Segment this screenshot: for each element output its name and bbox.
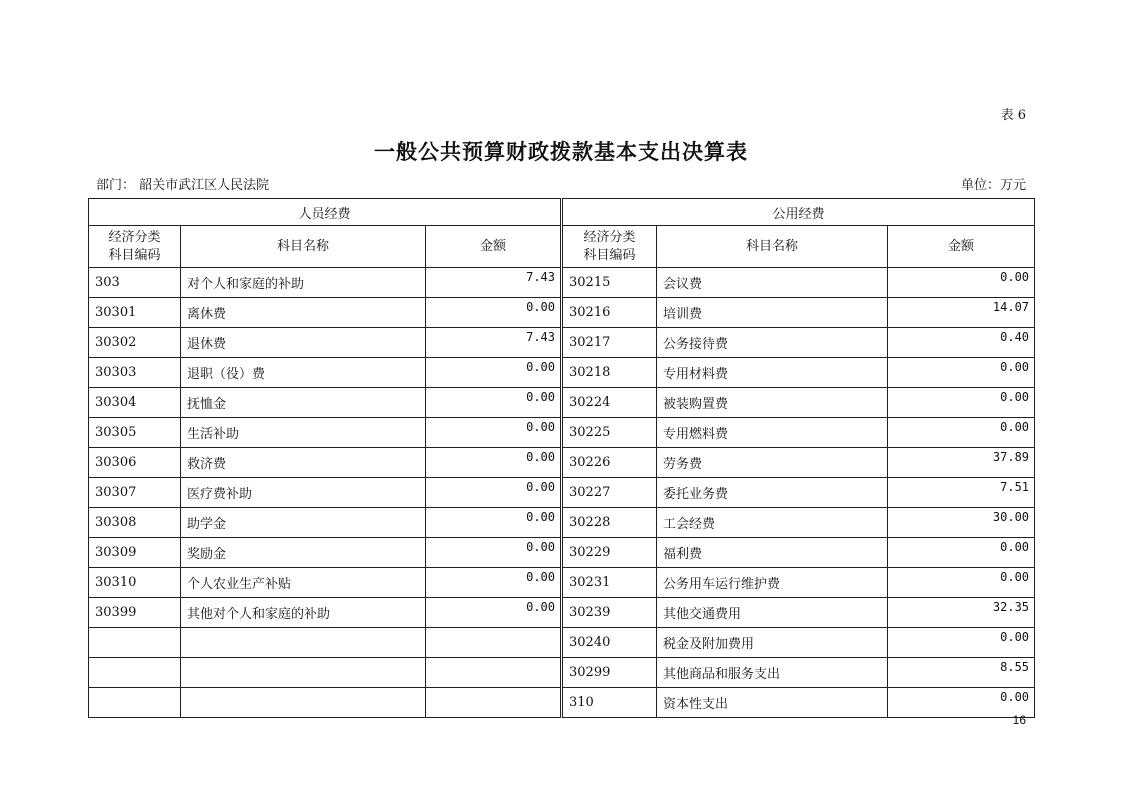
left-code-cell: 30304 [89, 388, 181, 418]
left-amount-cell: 0.00 [426, 388, 562, 418]
right-amount-cell: 0.00 [888, 568, 1035, 598]
left-name-cell [181, 688, 426, 718]
table-row [89, 538, 1035, 568]
left-name-cell: 抚恤金 [181, 388, 426, 418]
right-name-cell: 工会经费 [657, 508, 888, 538]
col-header-code-right [562, 226, 657, 268]
right-code-cell: 310 [562, 688, 657, 718]
right-code-cell: 30231 [562, 568, 657, 598]
right-code-cell: 30216 [562, 298, 657, 328]
right-amount-cell: 37.89 [888, 448, 1035, 478]
left-name-cell: 其他对个人和家庭的补助 [181, 598, 426, 628]
right-amount-cell: 0.00 [888, 628, 1035, 658]
left-name-cell: 离休费 [181, 298, 426, 328]
right-name-cell: 专用材料费 [657, 358, 888, 388]
left-code-cell: 30310 [89, 568, 181, 598]
table-row [89, 298, 1035, 328]
table-row [89, 508, 1035, 538]
left-code-cell: 30305 [89, 418, 181, 448]
left-code-cell: 30309 [89, 538, 181, 568]
col-header-amount-left: 金额 [426, 226, 562, 268]
right-code-cell: 30226 [562, 448, 657, 478]
table-row [89, 358, 1035, 388]
right-code-cell: 30299 [562, 658, 657, 688]
right-code-cell: 30225 [562, 418, 657, 448]
right-amount-cell: 0.00 [888, 268, 1035, 298]
right-amount-cell: 32.35 [888, 598, 1035, 628]
right-name-cell: 公务用车运行维护费 [657, 568, 888, 598]
right-code-cell: 30228 [562, 508, 657, 538]
left-name-cell: 医疗费补助 [181, 478, 426, 508]
left-name-cell: 生活补助 [181, 418, 426, 448]
left-code-cell: 30308 [89, 508, 181, 538]
left-code-cell: 30306 [89, 448, 181, 478]
left-code-cell: 30302 [89, 328, 181, 358]
table-row [89, 628, 1035, 658]
table-row [89, 388, 1035, 418]
table-row [89, 328, 1035, 358]
left-code-cell [89, 628, 181, 658]
right-amount-cell: 8.55 [888, 658, 1035, 688]
right-name-cell: 专用燃料费 [657, 418, 888, 448]
table-row [89, 688, 1035, 718]
table-row [89, 598, 1035, 628]
table-body [89, 268, 1035, 718]
left-amount-cell: 0.00 [426, 568, 562, 598]
left-amount-cell: 0.00 [426, 538, 562, 568]
right-amount-cell: 0.00 [888, 688, 1035, 718]
right-code-cell: 30224 [562, 388, 657, 418]
left-amount-cell: 0.00 [426, 478, 562, 508]
right-amount-cell: 0.00 [888, 418, 1035, 448]
left-name-cell: 奖励金 [181, 538, 426, 568]
left-amount-cell [426, 688, 562, 718]
left-name-cell [181, 658, 426, 688]
right-code-cell: 30218 [562, 358, 657, 388]
right-code-cell: 30239 [562, 598, 657, 628]
right-code-cell: 30227 [562, 478, 657, 508]
left-amount-cell: 0.00 [426, 508, 562, 538]
table-row [89, 418, 1035, 448]
right-name-cell: 公务接待费 [657, 328, 888, 358]
department-label: 部门： [96, 178, 136, 193]
left-name-cell: 退休费 [181, 328, 426, 358]
right-name-cell: 其他商品和服务支出 [657, 658, 888, 688]
left-code-cell [89, 688, 181, 718]
right-code-cell: 30217 [562, 328, 657, 358]
left-code-cell: 30303 [89, 358, 181, 388]
right-name-cell: 委托业务费 [657, 478, 888, 508]
table-number: 表 6 [1000, 108, 1026, 123]
left-amount-cell: 0.00 [426, 598, 562, 628]
col-header-name-left: 科目名称 [181, 226, 426, 268]
right-amount-cell: 14.07 [888, 298, 1035, 328]
left-amount-cell: 0.00 [426, 418, 562, 448]
right-name-cell: 培训费 [657, 298, 888, 328]
col-header-name-right: 科目名称 [657, 226, 888, 268]
left-name-cell: 退职（役）费 [181, 358, 426, 388]
col-header-amount-right: 金额 [888, 226, 1035, 268]
right-amount-cell: 0.00 [888, 358, 1035, 388]
left-amount-cell: 7.43 [426, 268, 562, 298]
table-row [89, 478, 1035, 508]
table-row [89, 568, 1035, 598]
group-header-row [89, 199, 1035, 226]
department-name: 韶关市武江区人民法院 [139, 178, 270, 193]
left-code-cell: 303 [89, 268, 181, 298]
right-name-cell: 劳务费 [657, 448, 888, 478]
left-amount-cell: 7.43 [426, 328, 562, 358]
right-amount-cell: 7.51 [888, 478, 1035, 508]
left-name-cell: 对个人和家庭的补助 [181, 268, 426, 298]
budget-table [88, 198, 1035, 718]
col-header-code-text: 经济分类 科目编码 [108, 229, 161, 263]
page-number: 16 [1012, 713, 1026, 727]
left-amount-cell [426, 628, 562, 658]
left-amount-cell: 0.00 [426, 448, 562, 478]
table-row [89, 268, 1035, 298]
left-code-cell [89, 658, 181, 688]
right-name-cell: 被装购置费 [657, 388, 888, 418]
group-public: 公用经费 [562, 199, 1035, 226]
right-name-cell: 资本性支出 [657, 688, 888, 718]
right-code-cell: 30229 [562, 538, 657, 568]
table-row [89, 658, 1035, 688]
right-amount-cell: 0.40 [888, 328, 1035, 358]
left-name-cell [181, 628, 426, 658]
left-name-cell: 救济费 [181, 448, 426, 478]
left-name-cell: 助学金 [181, 508, 426, 538]
left-amount-cell: 0.00 [426, 358, 562, 388]
table-row [89, 448, 1035, 478]
group-personnel: 人员经费 [89, 199, 562, 226]
page-title: 一般公共预算财政拨款基本支出决算表 [374, 139, 748, 164]
left-code-cell: 30307 [89, 478, 181, 508]
col-header-code-left [89, 226, 181, 268]
right-name-cell: 税金及附加费用 [657, 628, 888, 658]
department-line [96, 174, 269, 193]
unit-label: 单位：万元 [960, 178, 1026, 193]
col-header-code-text: 经济分类 科目编码 [583, 229, 636, 263]
left-code-cell: 30399 [89, 598, 181, 628]
right-code-cell: 30215 [562, 268, 657, 298]
right-name-cell: 会议费 [657, 268, 888, 298]
column-header-row [89, 226, 1035, 268]
right-amount-cell: 0.00 [888, 538, 1035, 568]
left-code-cell: 30301 [89, 298, 181, 328]
right-code-cell: 30240 [562, 628, 657, 658]
right-amount-cell: 30.00 [888, 508, 1035, 538]
right-amount-cell: 0.00 [888, 388, 1035, 418]
right-name-cell: 福利费 [657, 538, 888, 568]
right-name-cell: 其他交通费用 [657, 598, 888, 628]
left-name-cell: 个人农业生产补贴 [181, 568, 426, 598]
left-amount-cell: 0.00 [426, 298, 562, 328]
left-amount-cell [426, 658, 562, 688]
